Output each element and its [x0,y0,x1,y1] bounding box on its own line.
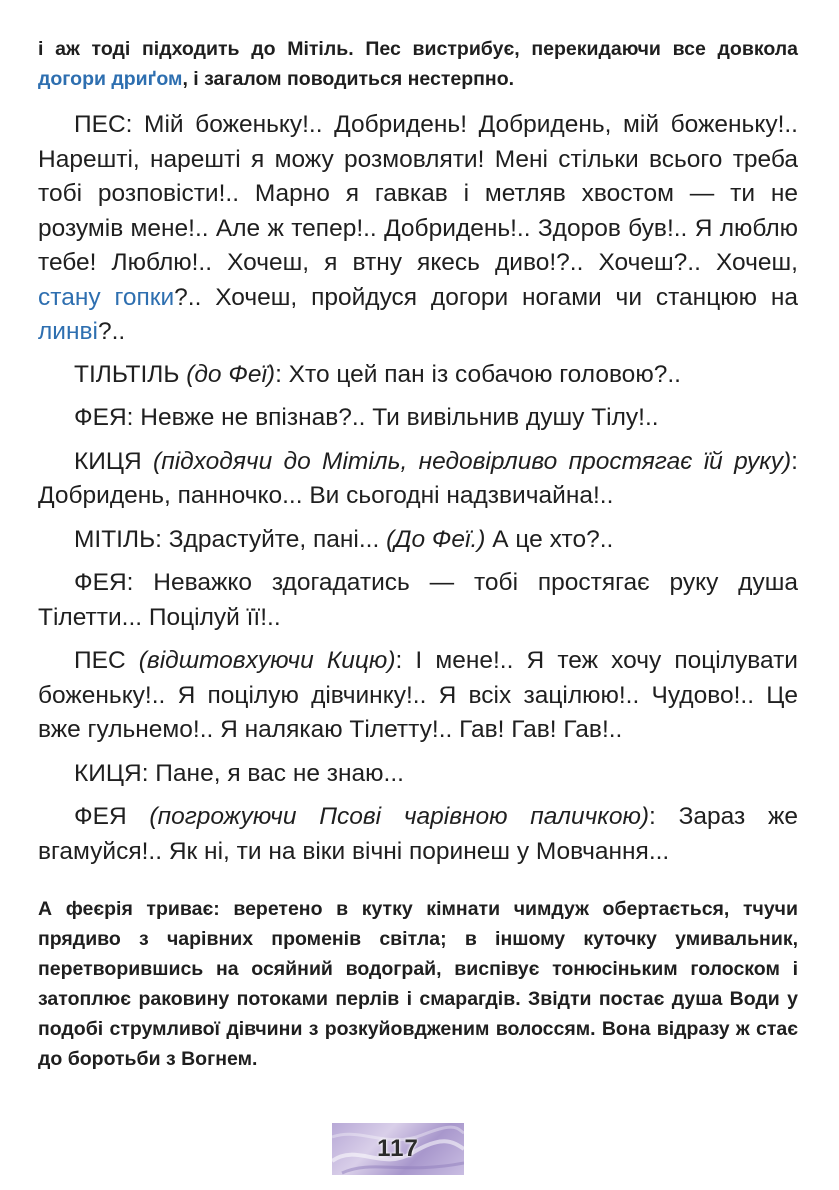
line-text: : Зараз же вгамуйся!.. Як ні, ти на віки вічні поринеш у Мовчання... [38,803,799,865]
dialogue-line-feia-3 [38,800,798,869]
dialogue-line-feia-2 [38,566,798,635]
line-text: А це хто?.. [485,525,614,553]
page-number: 117 [377,1135,419,1162]
line-text: ФЕЯ: Невже не впізнав?.. Ти вивільнив душу Тілу!.. [74,404,659,431]
line-text: ПЕС: Мій боженьку!.. Добридень! Добридень, мій боженьку!.. Нарешті, нарешті я можу розмовляти! Мені стільки всього треба тобі розповісти!.. Марно я гавкав і метляв хвостом — ти не розумів мене!.. Але ж тепер!.. Добридень!.. Здоров був!.. Я люблю тебе! Люблю!.. Хочеш, я втну якесь диво!?.. Хочеш?.. Хочеш, [38,111,798,276]
dialogue-block [38,108,798,878]
glossary-term-stanu-hopky[interactable]: стану гопки [38,283,175,311]
stage-remark: (до Феї) [186,360,276,388]
stage-direction-top [38,34,798,94]
stage-remark: (погрожуючи Псові чарівною паличкою) [149,803,650,830]
glossary-term-dohory-dryhom[interactable]: догори дриґом [38,68,183,90]
line-text: : Хто цей пан із собачою головою?.. [275,360,681,388]
line-text: МІТІЛЬ: Здрастуйте, пані... [74,525,387,553]
stage-text: , і загалом поводиться нестерпно. [182,68,515,90]
speaker: ФЕЯ [74,803,150,830]
speaker: КИЦЯ [74,447,154,475]
dialogue-line-kytsia-1 [38,445,798,514]
page-number-badge [332,1123,464,1175]
stage-remark: (До Феї.) [386,525,486,553]
line-text: ФЕЯ: Неважко здогадатись — тобі простягає руку душа Тілетти... Поцілуй її!.. [38,569,798,631]
stage-remark: (підходячи до Мітіль, недовірливо простягає їй руку) [153,447,792,475]
dialogue-line-pes-2 [38,644,798,748]
speaker: ПЕС [74,647,139,674]
dialogue-line-mitil [38,523,798,558]
glossary-term-lynvi[interactable]: линві [38,318,98,345]
stage-remark: (відштовхуючи Кицю) [138,647,396,674]
line-text: ?.. [97,318,126,345]
speaker: ТІЛЬТІЛЬ [74,360,187,388]
stage-direction-bottom: А феєрія триває: веретено в кутку кімнати чимдуж обертається, тчучи прядиво з чарівних променів світла; в іншому куточку умивальник, перетворившись на осяйний водограй, виспівує тонюсіньким голоском і затоплює раковину потоками перлів і смарагдів. Звідти постає душа Води у подобі струмливої дівчини з розкуйовдженим волоссям. Вона відразу ж стає до боротьби з Вогнем. [38,898,798,1070]
dialogue-line-feia-1 [38,401,798,436]
dialogue-line-tiltil [38,358,798,393]
line-text: : Добридень, панночко... Ви сьогодні надзвичайна!.. [38,447,798,509]
dialogue-line-kytsia-2 [38,757,798,792]
stage-text: і аж тоді підходить до Мітіль. Пес вистрибує, перекидаючи все довкола [38,38,798,60]
line-text: : І мене!.. Я теж хочу поцілувати боженьку!.. Я поцілую дівчинку!.. Я всіх зацілюю!.. Чудово!.. Це вже гульнемо!.. Я налякаю Тілетту!.. Гав! Гав! Гав!.. [38,647,798,743]
line-text: КИЦЯ: Пане, я вас не знаю... [74,759,404,787]
line-text: ?.. Хочеш, пройдуся догори ногами чи станцюю на [174,283,798,311]
dialogue-line-pes-1 [38,108,798,350]
